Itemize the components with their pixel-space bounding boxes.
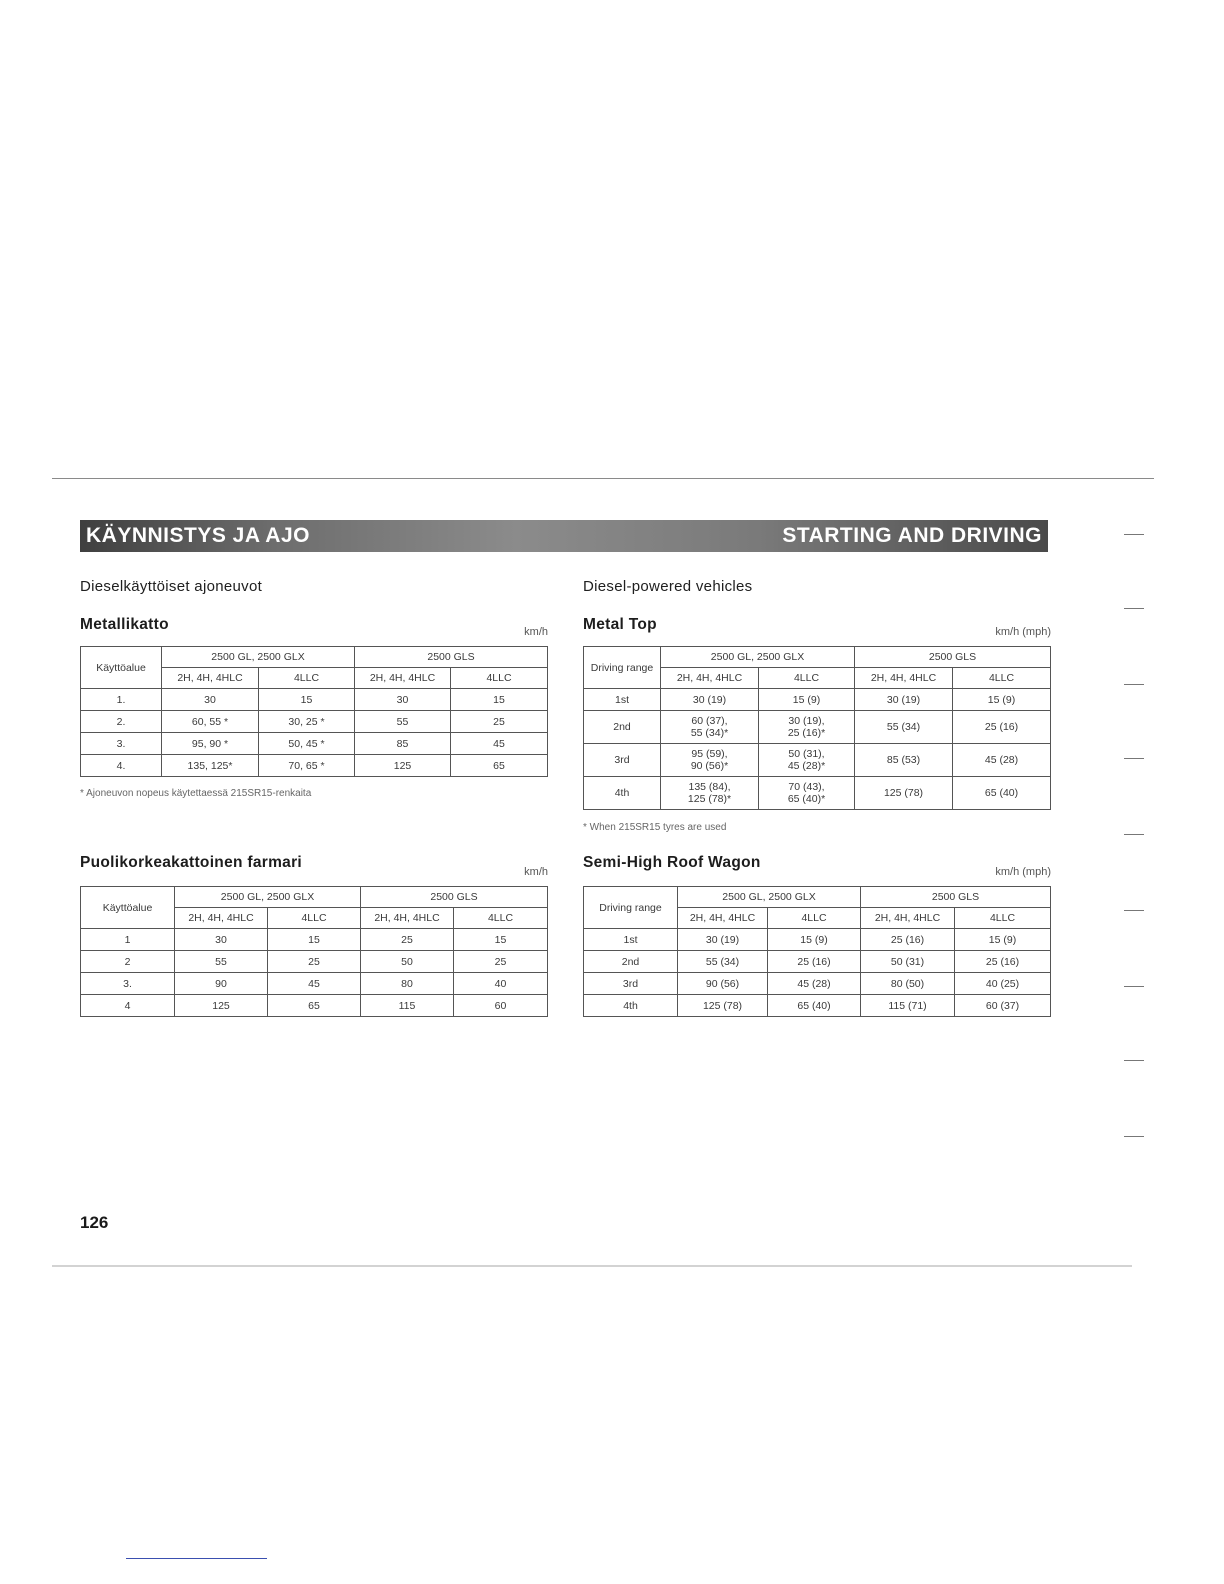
speed-value-alt: 25 (16)*	[787, 727, 826, 739]
table-row	[584, 777, 1051, 810]
speed-cell: 45	[268, 973, 361, 995]
speed-cell: 25 (16)	[861, 929, 955, 951]
speed-cell: 40	[454, 973, 548, 995]
wagon-unit-en: km/h (mph)	[995, 866, 1051, 878]
speed-value: 30 (19),	[788, 715, 825, 727]
table-row	[584, 973, 1051, 995]
speed-value: 25 (16)	[984, 721, 1019, 733]
footnote-fi: * Ajoneuvon nopeus käytettaessä 215SR15-renkaita	[80, 788, 312, 799]
speed-cell: 125 (78)	[678, 995, 768, 1017]
thumb-index-mark	[1124, 910, 1144, 911]
metal-top-title-fi: Metallikatto	[80, 616, 169, 633]
banner-title-fi: KÄYNNISTYS JA AJO	[86, 524, 310, 547]
speed-cell: 125	[355, 755, 451, 777]
speed-cell: 25 (16)	[955, 951, 1051, 973]
speed-cell	[953, 689, 1051, 711]
range-label: 3.	[81, 733, 162, 755]
model-group-header: 2500 GL, 2500 GLX	[175, 887, 361, 908]
drive-mode-header: 2H, 4H, 4HLC	[678, 908, 768, 929]
speed-cell	[953, 777, 1051, 810]
speed-cell: 55 (34)	[678, 951, 768, 973]
range-label: 1.	[81, 689, 162, 711]
model-group-header: 2500 GL, 2500 GLX	[162, 647, 355, 668]
wagon-title-en: Semi-High Roof Wagon	[583, 854, 761, 871]
range-label: 2.	[81, 711, 162, 733]
speed-cell: 15	[451, 689, 548, 711]
thumb-index-mark	[1124, 834, 1144, 835]
speed-cell	[661, 689, 759, 711]
row-label-header: Käyttöalue	[81, 887, 175, 929]
table-row	[81, 733, 548, 755]
row-label-header: Driving range	[584, 887, 678, 929]
drive-mode-header: 4LLC	[454, 908, 548, 929]
drive-mode-header: 2H, 4H, 4HLC	[175, 908, 268, 929]
speed-cell	[855, 777, 953, 810]
drive-mode-header: 2H, 4H, 4HLC	[661, 668, 759, 689]
range-label: 1st	[584, 689, 661, 711]
row-label-header: Käyttöalue	[81, 647, 162, 689]
table-row	[584, 744, 1051, 777]
speed-cell: 45	[451, 733, 548, 755]
speed-cell: 45 (28)	[768, 973, 861, 995]
metal-top-title-en: Metal Top	[583, 616, 657, 633]
range-label: 4th	[584, 777, 661, 810]
thumb-index-mark	[1124, 758, 1144, 759]
speed-cell: 60	[454, 995, 548, 1017]
footnote-en: * When 215SR15 tyres are used	[583, 822, 727, 833]
drive-mode-header: 2H, 4H, 4HLC	[361, 908, 454, 929]
speed-cell: 55	[355, 711, 451, 733]
speed-cell: 90 (56)	[678, 973, 768, 995]
range-label: 4th	[584, 995, 678, 1017]
speed-cell: 85	[355, 733, 451, 755]
speed-cell	[759, 777, 855, 810]
drive-mode-header: 4LLC	[268, 908, 361, 929]
drive-mode-header: 2H, 4H, 4HLC	[162, 668, 259, 689]
table-row	[584, 951, 1051, 973]
speed-cell	[953, 711, 1051, 744]
model-group-header: 2500 GL, 2500 GLX	[661, 647, 855, 668]
metal-top-table-fi	[80, 646, 548, 777]
speed-cell	[855, 711, 953, 744]
table-row	[584, 995, 1051, 1017]
range-label: 4.	[81, 755, 162, 777]
table-row	[81, 711, 548, 733]
drive-mode-header: 2H, 4H, 4HLC	[355, 668, 451, 689]
speed-cell	[759, 689, 855, 711]
table-row	[81, 973, 548, 995]
speed-cell: 30	[175, 929, 268, 951]
range-label: 2nd	[584, 711, 661, 744]
table-row	[81, 995, 548, 1017]
metal-top-table-en	[583, 646, 1051, 810]
footer-rule	[126, 1558, 267, 1559]
range-label: 1st	[584, 929, 678, 951]
speed-cell: 40 (25)	[955, 973, 1051, 995]
speed-value: 135 (84),	[688, 781, 731, 793]
table-row	[81, 755, 548, 777]
speed-cell: 60, 55 *	[162, 711, 259, 733]
speed-value-alt: 125 (78)*	[687, 793, 732, 805]
drive-mode-header: 4LLC	[768, 908, 861, 929]
thumb-index-mark	[1124, 1060, 1144, 1061]
diesel-heading-en: Diesel-powered vehicles	[583, 578, 753, 595]
speed-cell: 65	[268, 995, 361, 1017]
speed-cell: 30	[162, 689, 259, 711]
speed-cell	[855, 744, 953, 777]
top-rule	[52, 478, 1154, 479]
wagon-title-fi: Puolikorkeakattoinen farmari	[80, 854, 303, 871]
range-label: 2	[81, 951, 175, 973]
speed-cell: 65 (40)	[768, 995, 861, 1017]
drive-mode-header: 4LLC	[259, 668, 355, 689]
speed-value: 85 (53)	[886, 754, 921, 766]
speed-cell: 25	[268, 951, 361, 973]
speed-value: 95 (59),	[691, 748, 728, 760]
speed-cell	[661, 711, 759, 744]
speed-cell	[759, 744, 855, 777]
speed-value-alt: 90 (56)*	[690, 760, 729, 772]
thumb-index-mark	[1124, 986, 1144, 987]
speed-cell: 15	[454, 929, 548, 951]
wagon-unit-fi: km/h	[524, 866, 548, 878]
thumb-index-mark	[1124, 1136, 1144, 1137]
model-group-header: 2500 GLS	[855, 647, 1051, 668]
diesel-heading-fi: Dieselkäyttöiset ajoneuvot	[80, 578, 263, 595]
speed-value: 15 (9)	[987, 693, 1016, 706]
speed-cell: 50, 45 *	[259, 733, 355, 755]
drive-mode-header: 4LLC	[451, 668, 548, 689]
speed-cell	[759, 711, 855, 744]
speed-cell: 125	[175, 995, 268, 1017]
page-bottom-edge	[52, 1265, 1132, 1267]
speed-cell: 135, 125*	[162, 755, 259, 777]
speed-value: 30 (19)	[886, 693, 921, 706]
row-label-header: Driving range	[584, 647, 661, 689]
speed-cell: 25	[454, 951, 548, 973]
drive-mode-header: 2H, 4H, 4HLC	[861, 908, 955, 929]
speed-cell: 115 (71)	[861, 995, 955, 1017]
thumb-index-mark	[1124, 684, 1144, 685]
speed-value: 125 (78)	[883, 787, 924, 799]
speed-cell: 70, 65 *	[259, 755, 355, 777]
speed-cell: 115	[361, 995, 454, 1017]
table-row	[81, 951, 548, 973]
banner-title-en: STARTING AND DRIVING	[782, 524, 1042, 547]
wagon-table-en	[583, 886, 1051, 1017]
section-banner	[80, 520, 1048, 552]
speed-value: 55 (34)	[886, 721, 921, 733]
speed-cell: 30	[355, 689, 451, 711]
drive-mode-header: 2H, 4H, 4HLC	[855, 668, 953, 689]
wagon-table-fi	[80, 886, 548, 1017]
speed-cell: 80 (50)	[861, 973, 955, 995]
speed-value: 50 (31),	[788, 748, 825, 760]
speed-value: 70 (43),	[788, 781, 825, 793]
model-group-header: 2500 GLS	[861, 887, 1051, 908]
page-number: 126	[80, 1213, 109, 1232]
speed-value-alt: 55 (34)*	[690, 727, 729, 739]
speed-value-alt: 45 (28)*	[787, 760, 826, 772]
speed-cell: 25 (16)	[768, 951, 861, 973]
speed-cell	[661, 777, 759, 810]
table-row	[584, 689, 1051, 711]
table-row	[81, 929, 548, 951]
speed-cell: 55	[175, 951, 268, 973]
speed-value-alt: 65 (40)*	[787, 793, 826, 805]
speed-value: 45 (28)	[984, 754, 1019, 766]
thumb-index-mark	[1124, 608, 1144, 609]
speed-cell	[661, 744, 759, 777]
speed-cell: 30, 25 *	[259, 711, 355, 733]
speed-value: 30 (19)	[692, 693, 727, 706]
speed-cell: 60 (37)	[955, 995, 1051, 1017]
speed-value: 15 (9)	[792, 693, 821, 706]
speed-cell: 15	[268, 929, 361, 951]
speed-cell: 80	[361, 973, 454, 995]
speed-value: 60 (37),	[691, 715, 728, 727]
speed-cell: 95, 90 *	[162, 733, 259, 755]
table-row	[584, 929, 1051, 951]
range-label: 1	[81, 929, 175, 951]
thumb-index-mark	[1124, 534, 1144, 535]
speed-cell: 65	[451, 755, 548, 777]
speed-cell: 25	[361, 929, 454, 951]
speed-cell: 15 (9)	[955, 929, 1051, 951]
range-label: 4	[81, 995, 175, 1017]
model-group-header: 2500 GLS	[355, 647, 548, 668]
speed-cell	[953, 744, 1051, 777]
speed-cell: 25	[451, 711, 548, 733]
speed-cell: 15	[259, 689, 355, 711]
model-group-header: 2500 GLS	[361, 887, 548, 908]
speed-cell	[855, 689, 953, 711]
speed-cell: 15 (9)	[768, 929, 861, 951]
drive-mode-header: 4LLC	[953, 668, 1051, 689]
range-label: 3rd	[584, 744, 661, 777]
speed-cell: 50	[361, 951, 454, 973]
speed-value: 65 (40)	[984, 787, 1019, 799]
range-label: 2nd	[584, 951, 678, 973]
drive-mode-header: 4LLC	[955, 908, 1051, 929]
range-label: 3rd	[584, 973, 678, 995]
range-label: 3.	[81, 973, 175, 995]
model-group-header: 2500 GL, 2500 GLX	[678, 887, 861, 908]
metal-top-unit-en: km/h (mph)	[995, 626, 1051, 638]
drive-mode-header: 4LLC	[759, 668, 855, 689]
table-row	[81, 689, 548, 711]
speed-cell: 50 (31)	[861, 951, 955, 973]
metal-top-unit-fi: km/h	[524, 626, 548, 638]
speed-cell: 90	[175, 973, 268, 995]
table-row	[584, 711, 1051, 744]
speed-cell: 30 (19)	[678, 929, 768, 951]
